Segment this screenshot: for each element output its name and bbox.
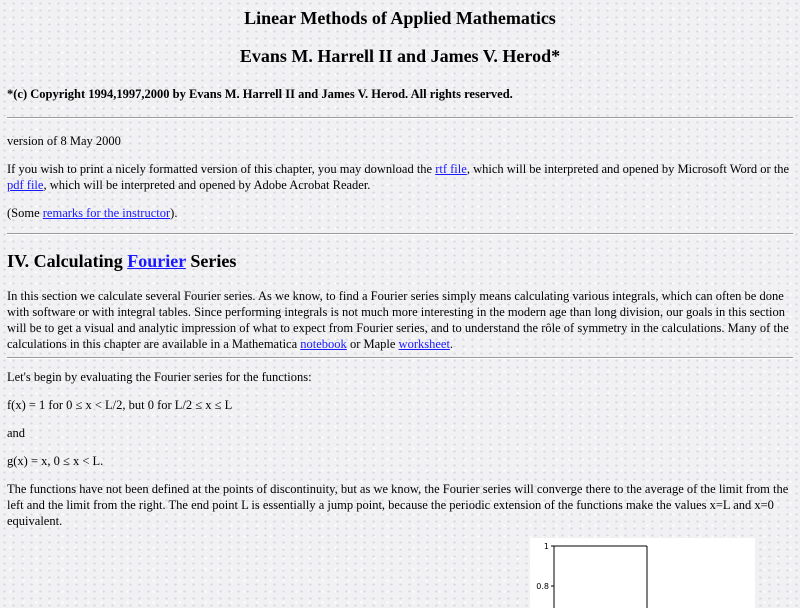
section-heading	[7, 251, 793, 271]
divider	[7, 357, 793, 359]
text-span: , which will be interpreted and opened by Microsoft Word or the	[466, 162, 790, 176]
remarks-paragraph	[7, 205, 793, 221]
plot-svg	[520, 538, 760, 608]
fourier-plot	[520, 538, 760, 608]
authors-heading: Evans M. Harrell II and James V. Herod*	[239, 46, 561, 66]
text-span: Series	[185, 251, 237, 271]
fourier-link[interactable]: Fourier	[127, 251, 186, 271]
text-span: IV. Calculating	[7, 251, 128, 271]
text-span: or Maple	[346, 337, 399, 351]
rtf-file-link[interactable]: rtf file	[435, 162, 467, 176]
g-definition: g(x) = x, 0 ≤ x < L.	[7, 454, 104, 468]
divider	[7, 117, 793, 119]
lets-begin-text: Let's begin by evaluating the Fourier series for the functions:	[7, 370, 312, 384]
document-page	[7, 0, 793, 529]
version-text: version of 8 May 2000	[7, 134, 121, 148]
worksheet-link[interactable]: worksheet	[398, 337, 450, 351]
copyright-notice: *(c) Copyright 1994,1997,2000 by Evans M. Harrell II and James V. Herod. All rights reserved.	[7, 87, 513, 101]
remarks-link[interactable]: remarks for the instructor	[42, 206, 171, 220]
discontinuity-paragraph: The functions have not been defined at the points of discontinuity, but as we know, the Fourier series will converge there to the average of the limit from the left and the limit from the right. The end point L is essentially a jump point, because the periodic extension of the functions make the values x=L and x=0 equivalent.	[7, 482, 789, 528]
page-title: Linear Methods of Applied Mathematics	[244, 8, 556, 28]
text-span: , which will be interpreted and opened by Adobe Acrobat Reader.	[43, 178, 371, 192]
intro-paragraph	[7, 288, 793, 352]
f-definition: f(x) = 1 for 0 ≤ x < L/2, but 0 for L/2 ≤ x ≤ L	[7, 398, 233, 412]
and-text: and	[7, 426, 26, 440]
print-paragraph	[7, 161, 793, 193]
text-span: In this section we calculate several Fourier series. As we know, to find a Fourier series simply means calculating various integrals, which can often be done with software or with integral tables. Since performing integrals is not much more interesting in the modern age than long division, our goals in this section will be to get a visual and analytic impression of what to expect from Fourier series, and to understand the rôle of symmetry in the calculations. Many of the calculations in this chapter are available in a Mathematica	[7, 289, 789, 351]
notebook-link[interactable]: notebook	[300, 337, 347, 351]
divider	[7, 233, 793, 235]
text-span: If you wish to print a nicely formatted version of this chapter, you may download the	[7, 162, 436, 176]
text-span: (Some	[7, 206, 43, 220]
text-span: ).	[170, 206, 178, 220]
y-tick-label: 0.8	[536, 582, 549, 591]
y-tick-label: 1	[543, 542, 549, 551]
text-span: .	[449, 337, 454, 351]
pdf-file-link[interactable]: pdf file	[7, 178, 44, 192]
